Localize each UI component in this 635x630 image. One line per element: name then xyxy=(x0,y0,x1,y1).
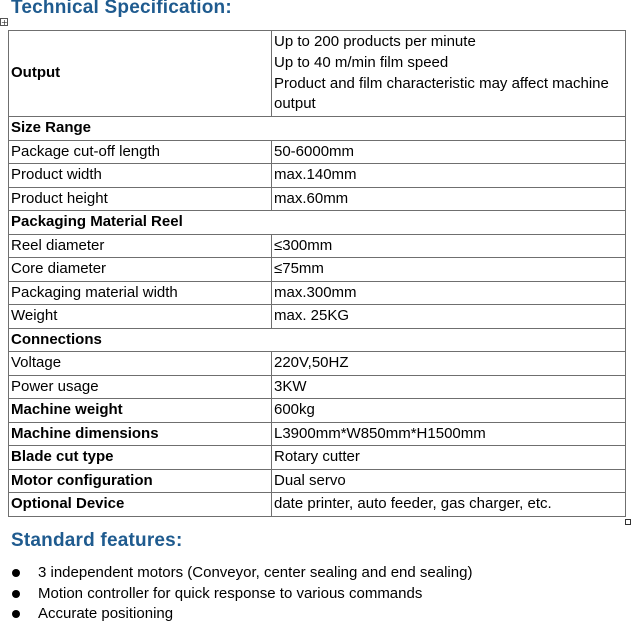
spec-value: ≤300mm xyxy=(272,234,626,258)
table-row xyxy=(9,399,626,423)
spec-value: Rotary cutter xyxy=(272,446,626,470)
spec-label: Product width xyxy=(9,164,272,188)
feature-text: 3 independent motors (Conveyor, center sealing and end sealing) xyxy=(38,564,473,581)
spec-value: L3900mm*W850mm*H1500mm xyxy=(272,422,626,446)
spec-value xyxy=(272,31,626,117)
spec-value: max.60mm xyxy=(272,187,626,211)
spec-value: max.300mm xyxy=(272,281,626,305)
table-row xyxy=(9,422,626,446)
table-row xyxy=(9,31,626,117)
list-item xyxy=(12,563,472,584)
spec-value-line: Product and film characteristic may affect machine output xyxy=(274,74,609,113)
bullet-icon xyxy=(12,569,20,577)
spec-value: 220V,50HZ xyxy=(272,352,626,376)
section-heading: Connections xyxy=(9,328,626,352)
bullet-icon xyxy=(12,590,20,598)
page-title: Technical Specification: xyxy=(11,0,232,18)
spec-label: Packaging material width xyxy=(9,281,272,305)
spec-value: Dual servo xyxy=(272,469,626,493)
spec-value: 600kg xyxy=(272,399,626,423)
spec-label: Machine dimensions xyxy=(9,422,272,446)
feature-text: Accurate positioning xyxy=(38,605,174,622)
spec-value: max. 25KG xyxy=(272,305,626,329)
spec-label: Voltage xyxy=(9,352,272,376)
section-row xyxy=(9,117,626,141)
list-item xyxy=(12,604,472,625)
table-row xyxy=(9,305,626,329)
spec-label: Reel diameter xyxy=(9,234,272,258)
table-row xyxy=(9,140,626,164)
spec-value: 50-6000mm xyxy=(272,140,626,164)
spec-label: Package cut-off length xyxy=(9,140,272,164)
features-list xyxy=(12,563,472,625)
spec-value: 3KW xyxy=(272,375,626,399)
spec-value: max.140mm xyxy=(272,164,626,188)
table-row xyxy=(9,164,626,188)
list-item xyxy=(12,584,472,605)
section-row xyxy=(9,211,626,235)
table-row xyxy=(9,375,626,399)
spec-value: date printer, auto feeder, gas charger, etc. xyxy=(272,493,626,517)
table-row xyxy=(9,187,626,211)
section-row xyxy=(9,328,626,352)
spec-table xyxy=(8,30,626,517)
feature-text: Motion controller for quick response to various commands xyxy=(38,584,423,602)
spec-label: Power usage xyxy=(9,375,272,399)
table-row xyxy=(9,258,626,282)
spec-value-line: Up to 200 products per minute xyxy=(274,33,476,51)
table-row xyxy=(9,234,626,258)
spec-label: Core diameter xyxy=(9,258,272,282)
section-heading: Packaging Material Reel xyxy=(9,211,626,235)
spec-label: Weight xyxy=(9,305,272,329)
bullet-icon xyxy=(12,610,20,618)
table-row xyxy=(9,469,626,493)
table-row xyxy=(9,281,626,305)
spec-value: ≤75mm xyxy=(272,258,626,282)
spec-label: Blade cut type xyxy=(9,446,272,470)
table-row xyxy=(9,352,626,376)
features-title: Standard features: xyxy=(11,530,183,551)
table-resize-handle[interactable] xyxy=(625,519,631,525)
table-row xyxy=(9,493,626,517)
spec-value-line: Up to 40 m/min film speed xyxy=(274,53,449,71)
spec-label: Motor configuration xyxy=(9,469,272,493)
spec-label: Optional Device xyxy=(9,493,272,517)
section-heading: Size Range xyxy=(9,117,626,141)
table-move-handle-icon[interactable]: + xyxy=(1,18,8,27)
spec-label: Product height xyxy=(9,187,272,211)
spec-label: Output xyxy=(9,31,272,117)
table-row xyxy=(9,446,626,470)
spec-label: Machine weight xyxy=(9,399,272,423)
